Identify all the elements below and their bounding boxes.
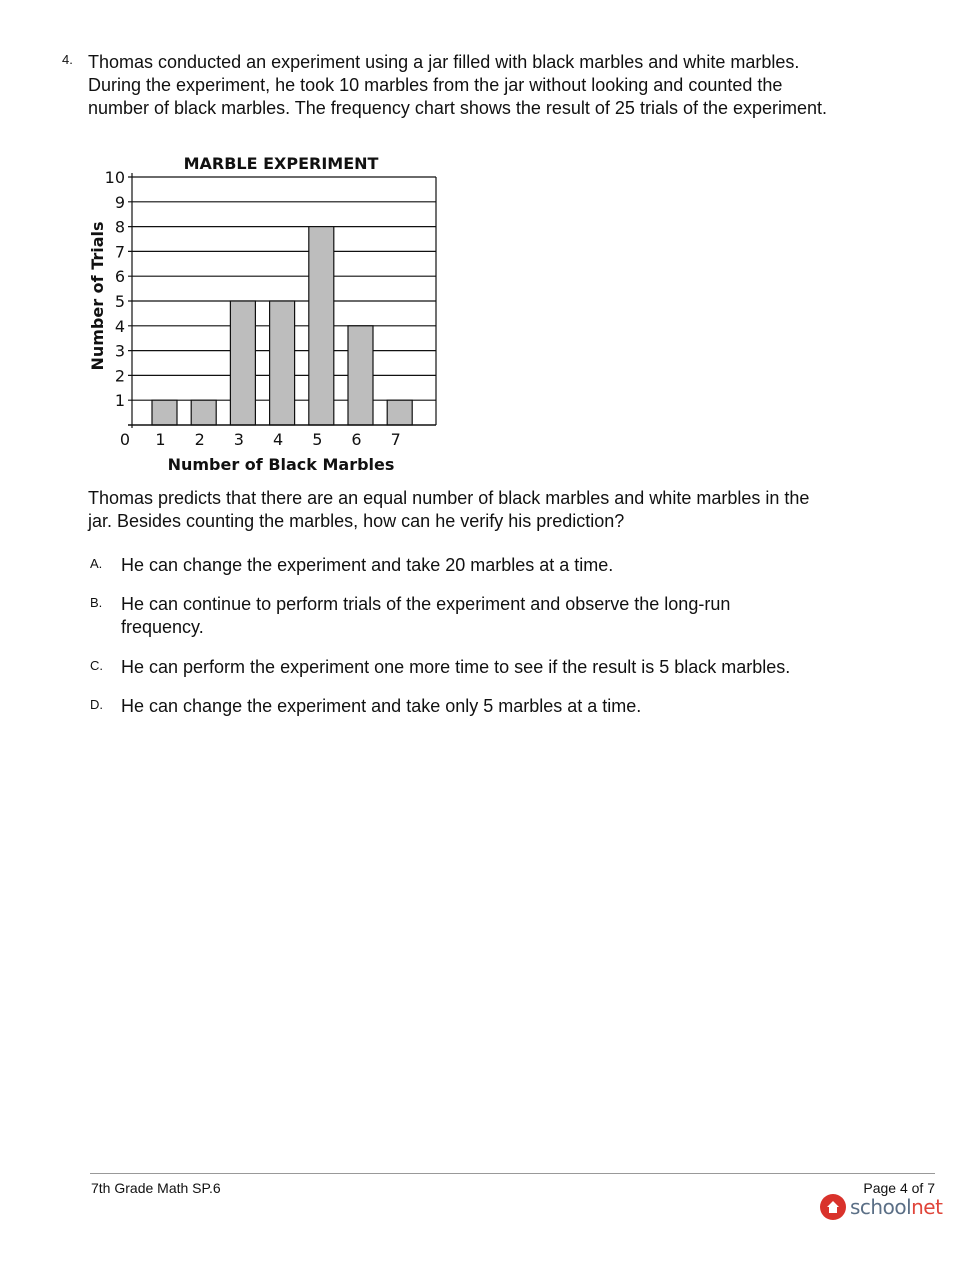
bar-2 (191, 400, 216, 425)
footer-page-number: Page 4 of 7 (863, 1180, 935, 1196)
x-axis-label: Number of Black Marbles (167, 455, 395, 474)
option-a-text[interactable]: He can change the experiment and take 20 marbles at a time. (121, 555, 614, 575)
option-b-letter[interactable]: B. (90, 595, 103, 610)
bar-5 (309, 227, 334, 425)
question-prompt: Thomas predicts that there are an equal number of black marbles and white marbles in the jar. Besides counting the marbles, how can he verify his prediction? (88, 488, 810, 531)
bar-6 (348, 326, 373, 425)
option-a-letter[interactable]: A. (90, 556, 103, 571)
bar-1 (152, 400, 177, 425)
option-d-text[interactable]: He can change the experiment and take only 5 marbles at a time. (121, 696, 642, 716)
y-tick-label: 5 (114, 292, 125, 311)
chart-title: MARBLE EXPERIMENT (183, 154, 379, 173)
x-tick-label: 3 (233, 430, 244, 449)
option-c-letter[interactable]: C. (90, 658, 103, 673)
x-tick-label: 6 (351, 430, 362, 449)
schoolnet-logo: schoolnet (820, 1194, 942, 1220)
footer-divider (90, 1173, 935, 1174)
x-tick-label: 1 (155, 430, 166, 449)
x-tick-label: 4 (273, 430, 284, 449)
option-b-text[interactable]: He can continue to perform trials of the experiment and observe the long-run frequency. (121, 594, 731, 637)
question-number: 4. (62, 52, 73, 67)
y-tick-label: 6 (114, 267, 125, 287)
y-tick-label: 1 (114, 391, 125, 411)
x-tick-label: 7 (390, 430, 401, 449)
y-tick-label: 8 (114, 217, 125, 237)
x-tick-label: 2 (194, 430, 205, 449)
question-stem: Thomas conducted an experiment using a jar filled with black marbles and white marbles. During the experiment, he took 10 marbles from the jar without looking and counted the number of black marbles. The frequency chart shows the result of 25 trials of the experiment. (88, 52, 828, 118)
y-tick-label: 3 (114, 341, 125, 361)
option-d-letter[interactable]: D. (90, 697, 103, 712)
home-icon (820, 1194, 846, 1220)
marble-experiment-chart (0, 0, 979, 490)
option-c-text[interactable]: He can perform the experiment one more time to see if the result is 5 black marbles. (121, 657, 791, 677)
bar-4 (270, 301, 295, 425)
x-origin-label: 0 (119, 430, 131, 449)
y-tick-label: 4 (114, 316, 125, 336)
bar-7 (387, 400, 412, 425)
x-tick-label: 5 (312, 430, 323, 449)
y-tick-label: 9 (114, 192, 125, 212)
y-tick-label: 10 (104, 168, 125, 187)
bar-3 (230, 301, 255, 425)
footer-course: 7th Grade Math SP.6 (91, 1180, 221, 1196)
y-tick-label: 7 (114, 242, 125, 262)
y-tick-label: 2 (114, 366, 125, 386)
y-axis-label: Number of Trials (88, 221, 107, 371)
